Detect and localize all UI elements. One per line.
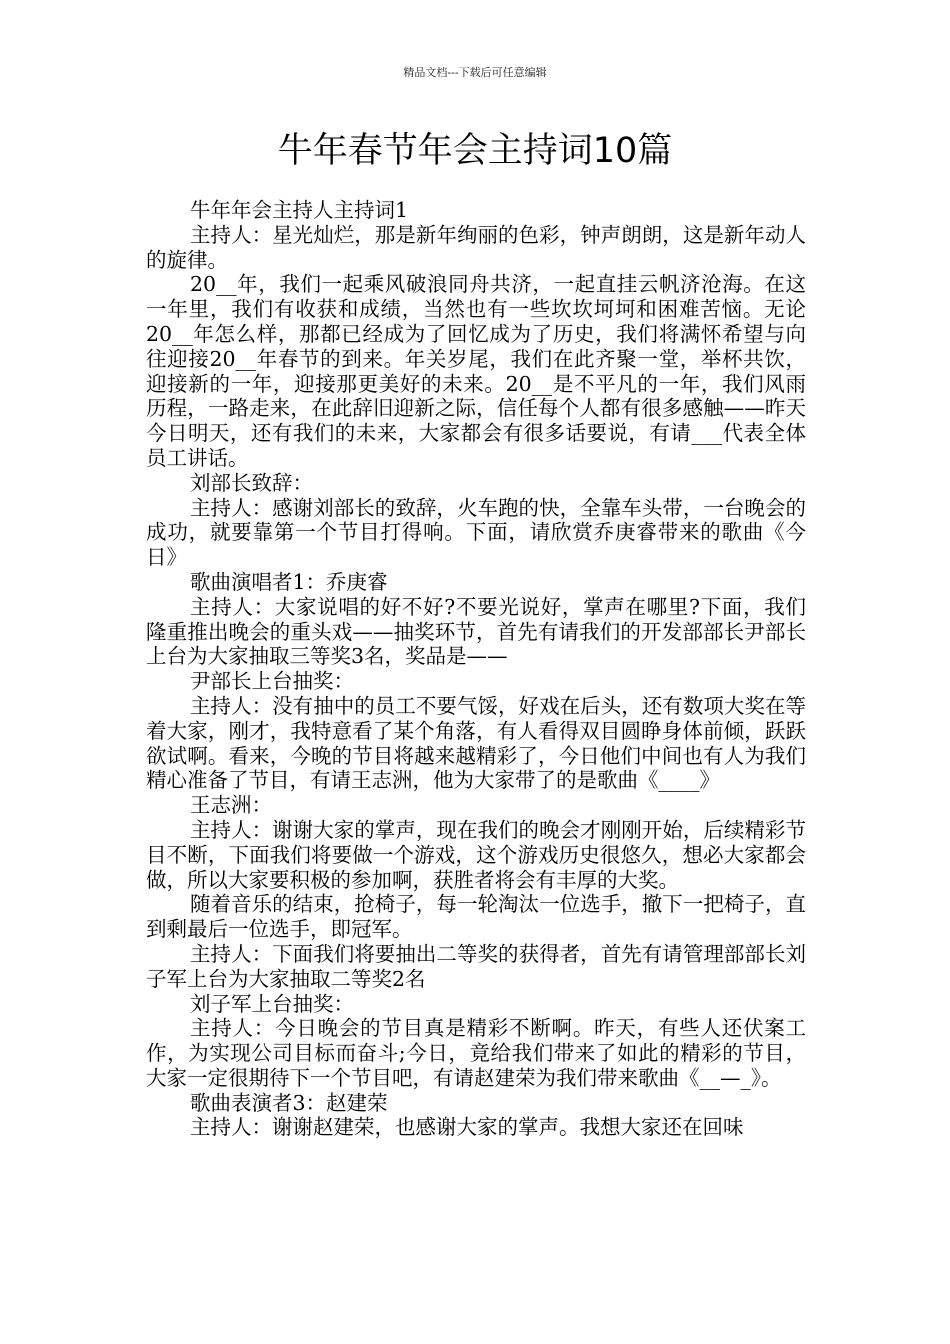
paragraph-performer-label: 王志洲： [190, 793, 272, 818]
paragraph-performer-label: 歌曲演唱者1：乔庚睿 [190, 569, 388, 594]
paragraph-host-opening: 主持人：星光灿烂，那是新年绚丽的色彩，钟声朗朗，这是新年动人的旋律。 [146, 222, 806, 272]
paragraph-game-description: 随着音乐的结束，抢椅子，每一轮淘汰一位选手，撤下一把椅子，直到剩最后一位选手，即冠军。 [146, 892, 806, 942]
page-header: 精品文档---下载后可任意编辑 [403, 66, 547, 79]
paragraph-host-line: 主持人：下面我们将要抽出二等奖的获得者，首先有请管理部部长刘子军上台为大家抽取二等奖2名 [146, 941, 806, 991]
paragraph-host-line: 主持人：没有抽中的员工不要气馁，好戏在后头，还有数项大奖在等着大家，刚才，我特意看了某个角落，有人看得双目圆睁身体前倾，跃跃欲试啊。看来，今晚的节目将越来越精彩了，今日他们中间也有人为我们精心准备了节目，有请王志洲，他为大家带了的是歌曲《____》 [146, 693, 806, 793]
paragraph-host-line: 主持人：感谢刘部长的致辞，火车跑的快，全靠车头带，一台晚会的成功，就要靠第一个节目打得响。下面，请欣赏乔庚睿带来的歌曲《今日》 [146, 495, 806, 570]
document-title: 牛年春节年会主持词10篇 [277, 131, 673, 171]
document-body [146, 198, 806, 1140]
paragraph-speaker-label: 尹部长上台抽奖： [190, 669, 354, 694]
paragraph-host-line: 主持人：谢谢大家的掌声，现在我们的晚会才刚刚开始，后续精彩节目不断，下面我们将要做一个游戏，这个游戏历史很悠久，想必大家都会做，所以大家要积极的参加啊，获胜者将会有丰厚的大奖。 [146, 817, 806, 892]
paragraph-speaker-label: 刘子军上台抽奖： [190, 991, 354, 1016]
paragraph-speaker-label: 刘部长致辞： [190, 470, 313, 495]
paragraph-year-review: 20__年，我们一起乘风破浪同舟共济，一起直挂云帆济沧海。在这一年里，我们有收获和成绩，当然也有一些坎坎坷坷和困难苦恼。无论20__年怎么样，那都已经成为了回忆成为了历史，我们将满怀希望与向往迎接20__年春节的到来。年关岁尾，我们在此齐聚一堂，举杯共饮，迎接新的一年，迎接那更美好的未来。20__是不平凡的一年，我们风雨历程，一路走来，在此辞旧迎新之际，信任每个人都有很多感触——昨天今日明天，还有我们的未来，大家都会有很多话要说，有请___代表全体员工讲话。 [146, 272, 806, 470]
paragraph-host-line: 主持人：今日晚会的节目真是精彩不断啊。昨天，有些人还伏案工作，为实现公司目标而奋斗;今日，竟给我们带来了如此的精彩的节目，大家一定很期待下一个节目吧，有请赵建荣为我们带来歌曲《__—_》。 [146, 1016, 806, 1090]
paragraph-host-line: 主持人：大家说唱的好不好?不要光说好，掌声在哪里?下面，我们隆重推出晚会的重头戏——抽奖环节，首先有请我们的开发部部长尹部长上台为大家抽取三等奖3名，奖品是—— [146, 594, 806, 669]
paragraph-host-line: 主持人：谢谢赵建荣，也感谢大家的掌声。我想大家还在回味 [190, 1115, 744, 1140]
paragraph-performer-label: 歌曲表演者3：赵建荣 [190, 1090, 388, 1115]
paragraph-section-heading: 牛年年会主持人主持词1 [190, 198, 409, 222]
